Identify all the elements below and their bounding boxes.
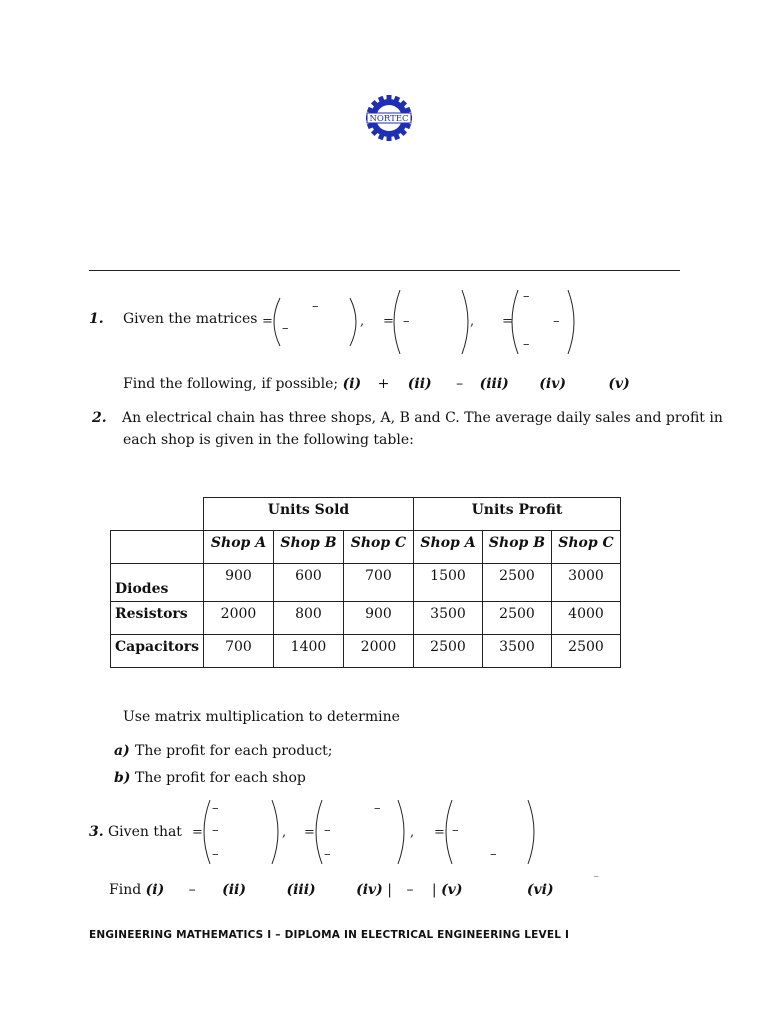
svg-text:–: –	[374, 801, 381, 816]
svg-text:–: –	[212, 823, 219, 838]
q2-sub-b-label: b)	[114, 770, 131, 786]
svg-text:,: ,	[410, 825, 415, 840]
table-cell: 800	[273, 602, 343, 635]
table-cell: 2000	[343, 635, 413, 668]
svg-text:=: =	[304, 825, 315, 840]
q3-matrices	[190, 798, 540, 866]
svg-text:–: –	[452, 823, 459, 838]
svg-text:–: –	[523, 290, 530, 304]
q1-number: 1.	[89, 311, 104, 327]
table-cell: 3500	[482, 635, 551, 668]
q1-minus: –	[456, 376, 464, 392]
sales-profit-table	[110, 497, 621, 668]
nortec-logo	[366, 95, 412, 141]
q3-part-vi: (vi)	[526, 882, 554, 898]
table-cell: 2000	[203, 602, 273, 635]
q3-abs-bar-left: |	[387, 882, 392, 898]
q3-part-iv: (iv)	[356, 882, 383, 898]
table-cell: 2500	[482, 602, 551, 635]
q3-abs-minus: –	[406, 882, 414, 898]
q2-instruction: Use matrix multiplication to determine	[123, 709, 400, 725]
q3-part-iii: (iii)	[286, 882, 316, 898]
row-label-resistors: Resistors	[111, 602, 204, 635]
logo-text: NORTEC	[369, 114, 409, 124]
q3-part-v: (v)	[441, 882, 463, 898]
shop-header: Shop A	[203, 531, 273, 564]
table-shop-header-row	[111, 531, 621, 564]
table-cell: 600	[273, 564, 343, 602]
table-group-header-row	[111, 498, 621, 531]
table-cell: 1400	[273, 635, 343, 668]
table-header-blank	[111, 531, 204, 564]
svg-text:=: =	[192, 825, 203, 840]
shop-header: Shop C	[343, 531, 413, 564]
row-label-diodes: Diodes	[111, 564, 204, 602]
table-cell: 3500	[413, 602, 482, 635]
table-cell: 1500	[413, 564, 482, 602]
q3-part-ii: (ii)	[222, 882, 246, 898]
svg-text:–: –	[282, 321, 289, 336]
q1-matrices	[258, 290, 588, 354]
svg-text:–: –	[403, 314, 410, 329]
q1-plus: +	[377, 376, 390, 392]
q3-minus: –	[188, 882, 196, 898]
shop-header: Shop B	[482, 531, 551, 564]
q2-sub-b-text: The profit for each shop	[135, 770, 306, 786]
svg-text:=: =	[434, 825, 445, 840]
svg-text:–: –	[212, 847, 219, 862]
header-rule	[89, 270, 680, 271]
table-row	[111, 635, 621, 668]
group-header-units-profit: Units Profit	[413, 498, 620, 531]
svg-text:,: ,	[470, 314, 475, 329]
table-cell: 700	[203, 635, 273, 668]
q2-line2: each shop is given in the following table:	[123, 432, 414, 448]
shop-header: Shop C	[551, 531, 620, 564]
q3-find: Find	[109, 882, 142, 898]
table-cell: 700	[343, 564, 413, 602]
svg-text:–: –	[312, 299, 319, 314]
svg-text:–: –	[490, 847, 497, 862]
q1-part-iii: (iii)	[479, 376, 509, 392]
q1-part-v: (v)	[608, 376, 630, 392]
table-row	[111, 564, 621, 602]
q1-find-line	[123, 376, 630, 392]
table-cell: 2500	[551, 635, 620, 668]
svg-text:–: –	[212, 801, 219, 816]
svg-text:=: =	[262, 314, 273, 329]
page-footer: ENGINEERING MATHEMATICS I – DIPLOMA IN ELECTRICAL ENGINEERING LEVEL I	[89, 929, 570, 941]
shop-header: Shop B	[273, 531, 343, 564]
q2-sub-a-text: The profit for each product;	[135, 743, 333, 759]
q2-sub-a-label: a)	[114, 743, 130, 759]
svg-text:–: –	[553, 314, 560, 329]
table-corner	[111, 498, 204, 531]
table-cell: 900	[343, 602, 413, 635]
table-row	[111, 602, 621, 635]
svg-text:=: =	[502, 314, 513, 329]
q1-part-iv: (iv)	[539, 376, 566, 392]
q1-find-prefix: Find the following, if possible;	[123, 376, 339, 392]
q2-number: 2.	[92, 410, 107, 426]
q3-number: 3.	[89, 824, 104, 840]
q1-intro: Given the matrices	[123, 311, 258, 327]
q3-part-i: (i)	[145, 882, 165, 898]
group-header-units-sold: Units Sold	[203, 498, 413, 531]
q2-line1: An electrical chain has three shops, A, B and C. The average daily sales and profit in	[122, 410, 723, 426]
q3-find-line	[109, 882, 554, 898]
q1-part-ii: (ii)	[407, 376, 432, 392]
table-cell: 4000	[551, 602, 620, 635]
row-label-capacitors: Capacitors	[111, 635, 204, 668]
svg-text:=: =	[383, 314, 394, 329]
q3-superscript-mark: ‾	[594, 876, 599, 886]
table-cell: 2500	[482, 564, 551, 602]
table-cell: 900	[203, 564, 273, 602]
q3-intro: Given that	[108, 824, 182, 840]
shop-header: Shop A	[413, 531, 482, 564]
table-cell: 2500	[413, 635, 482, 668]
svg-text:–: –	[324, 847, 331, 862]
svg-text:,: ,	[360, 314, 365, 329]
svg-text:,: ,	[282, 825, 287, 840]
svg-text:–: –	[523, 337, 530, 352]
q1-part-i: (i)	[342, 376, 362, 392]
svg-text:–: –	[324, 823, 331, 838]
table-cell: 3000	[551, 564, 620, 602]
q3-abs-bar-right: |	[431, 882, 437, 898]
